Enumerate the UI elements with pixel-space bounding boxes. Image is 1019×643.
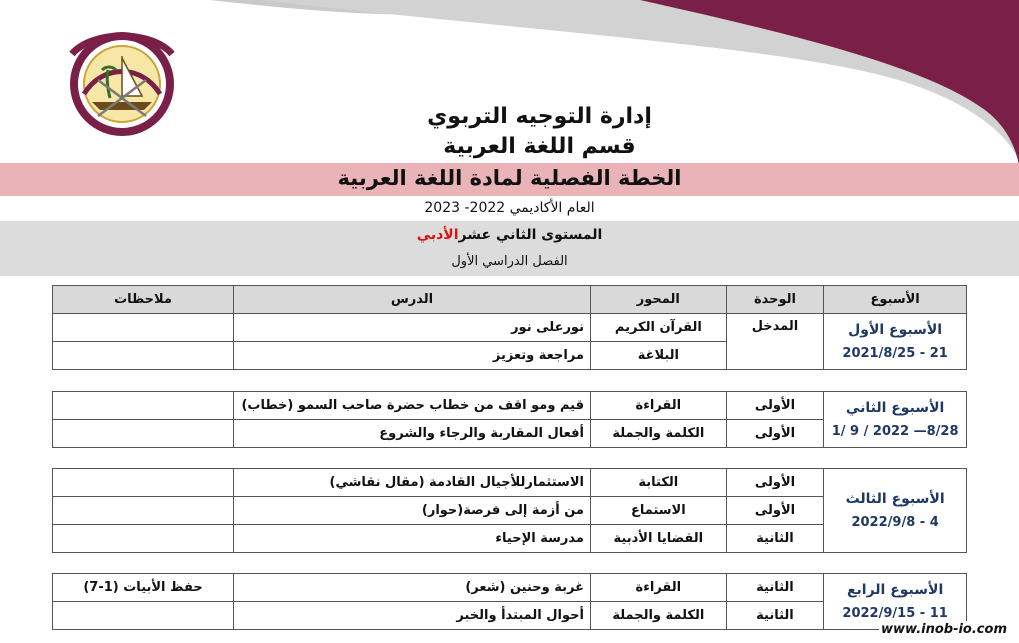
header-notes: ملاحظات bbox=[53, 286, 234, 314]
week-cell bbox=[824, 314, 967, 370]
unit-cell: الثانية bbox=[726, 602, 824, 630]
header-lesson: الدرس bbox=[234, 286, 591, 314]
section-title: قسم اللغة العربية bbox=[443, 134, 636, 159]
week-dates: 4 - 2022/9/8 bbox=[851, 514, 939, 530]
unit-cell: الثانية bbox=[726, 525, 824, 553]
notes-cell bbox=[53, 497, 234, 525]
axis-cell: القراءة bbox=[590, 392, 726, 420]
lesson-cell: من أزمة إلى فرصة(حوار) bbox=[234, 497, 591, 525]
week-name: الأسبوع الثاني bbox=[845, 399, 945, 416]
header-unit: الوحدة bbox=[726, 286, 824, 314]
term-label: الفصل الدراسي الأول bbox=[451, 254, 568, 269]
axis-cell: القراءة bbox=[590, 574, 726, 602]
unit-cell: الأولى bbox=[726, 392, 824, 420]
axis-cell: الكلمة والجملة bbox=[590, 602, 726, 630]
level-prefix: المستوى الثاني عشر bbox=[458, 227, 603, 243]
plan-table-week-1 bbox=[52, 285, 967, 370]
header-axis: المحور bbox=[590, 286, 726, 314]
lesson-cell: أحوال المبتدأ والخبر bbox=[234, 602, 591, 630]
watermark-text: www.inob-io.com bbox=[881, 622, 1007, 637]
table-header-row bbox=[53, 286, 967, 314]
plan-title-band bbox=[0, 163, 1019, 196]
unit-cell: الأولى bbox=[726, 497, 824, 525]
week-name: الأسبوع الرابع bbox=[846, 581, 944, 598]
lesson-cell: قيم ومو اقف من خطاب حضرة صاحب السمو (خطاب) bbox=[234, 392, 591, 420]
week-dates: 21 - 2021/8/25 bbox=[842, 345, 948, 361]
notes-cell bbox=[53, 314, 234, 342]
week-name: الأسبوع الأول bbox=[848, 321, 943, 338]
table-row bbox=[53, 314, 967, 342]
table-row bbox=[53, 574, 967, 602]
unit-cell: الأولى bbox=[726, 420, 824, 448]
notes-cell bbox=[53, 420, 234, 448]
header-week: الأسبوع bbox=[824, 286, 967, 314]
notes-cell bbox=[53, 469, 234, 497]
plan-table-week-3 bbox=[52, 468, 967, 553]
lesson-cell: أفعال المقاربة والرجاء والشروع bbox=[234, 420, 591, 448]
plan-title: الخطة الفصلية لمادة اللغة العربية bbox=[337, 166, 682, 190]
notes-cell bbox=[53, 525, 234, 553]
axis-cell: القرآن الكريم bbox=[590, 314, 726, 342]
plan-table-week-4 bbox=[52, 573, 967, 630]
axis-cell: الكتابة bbox=[590, 469, 726, 497]
department-title: إدارة التوجيه التربوي bbox=[427, 104, 652, 129]
notes-cell bbox=[53, 392, 234, 420]
lesson-cell: مراجعة وتعزيز bbox=[234, 342, 591, 370]
week-name: الأسبوع الثالث bbox=[845, 490, 945, 507]
lesson-cell: الاستثمارللأجيال القادمة (مقال نقاشي) bbox=[234, 469, 591, 497]
lesson-cell: نورعلى نور bbox=[234, 314, 591, 342]
notes-cell: حفظ الأبيات (1-7) bbox=[53, 574, 234, 602]
table-row bbox=[53, 469, 967, 497]
notes-cell bbox=[53, 342, 234, 370]
axis-cell: القضايا الأدبية bbox=[590, 525, 726, 553]
level-line bbox=[0, 227, 1019, 243]
axis-cell: البلاغة bbox=[590, 342, 726, 370]
notes-cell bbox=[53, 602, 234, 630]
lesson-cell: غربة وحنين (شعر) bbox=[234, 574, 591, 602]
unit-cell: المدخل bbox=[726, 314, 824, 370]
unit-cell: الأولى bbox=[726, 469, 824, 497]
unit-cell: الثانية bbox=[726, 574, 824, 602]
plan-table-week-2 bbox=[52, 391, 967, 448]
level-track: الأدبي bbox=[416, 227, 459, 243]
week-dates: 8/28— 2022 / 9 /1 bbox=[831, 423, 959, 439]
week-cell bbox=[824, 392, 967, 448]
week-cell bbox=[824, 469, 967, 553]
lesson-cell: مدرسة الإحياء bbox=[234, 525, 591, 553]
axis-cell: الاستماع bbox=[590, 497, 726, 525]
table-row bbox=[53, 392, 967, 420]
axis-cell: الكلمة والجملة bbox=[590, 420, 726, 448]
academic-year: العام الأكاديمي 2022- 2023 bbox=[424, 200, 595, 216]
week-dates: 11 - 2022/9/15 bbox=[842, 605, 948, 621]
